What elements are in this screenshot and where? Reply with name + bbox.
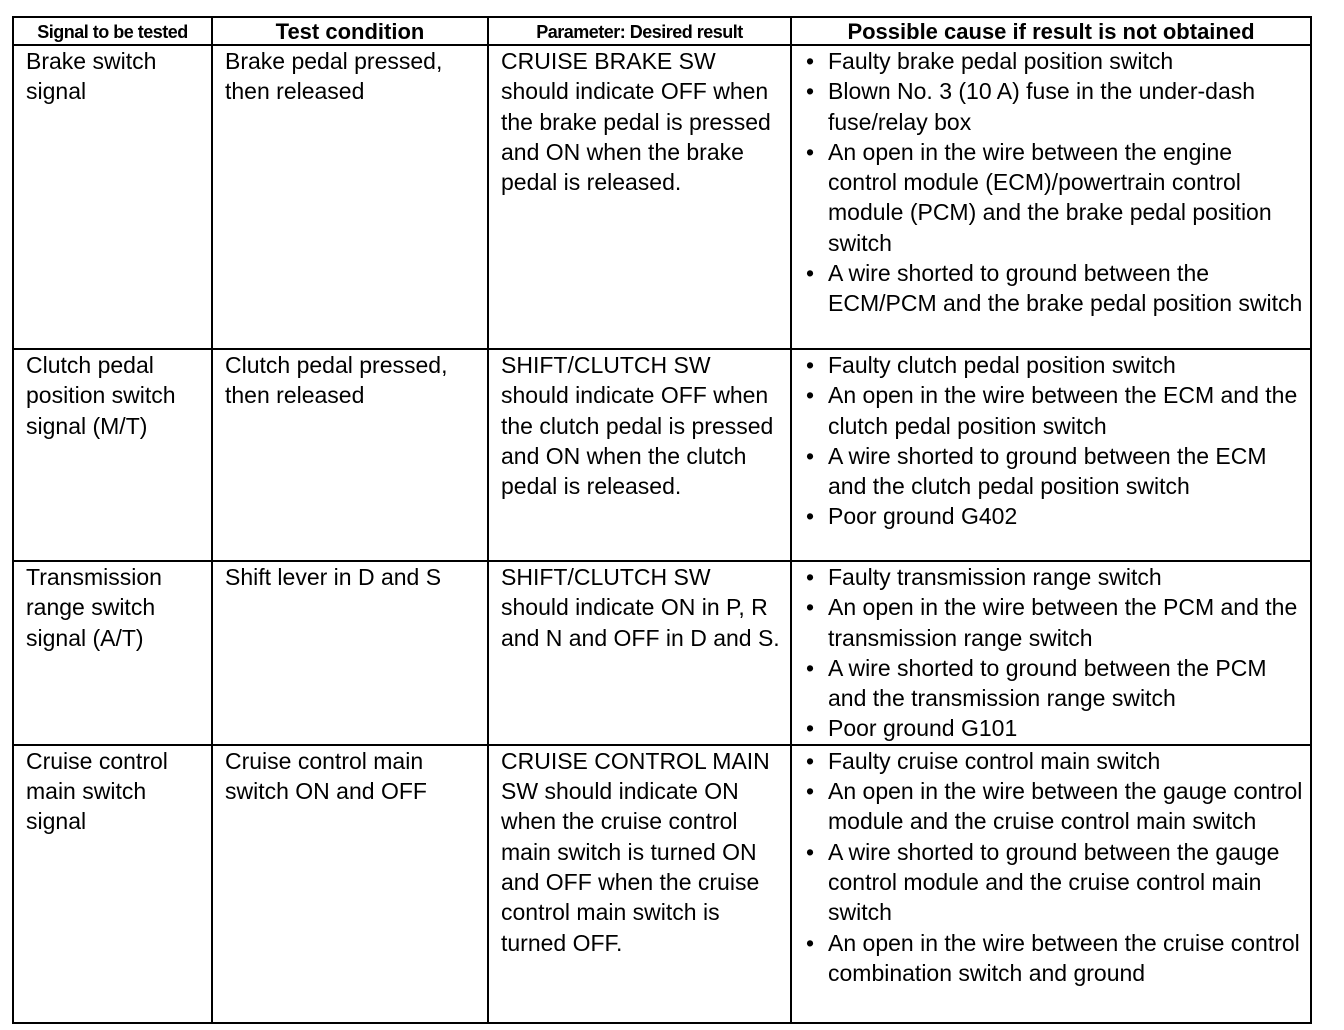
cause-list [804,746,1306,988]
cause-item: • Faulty clutch pedal position switch [804,350,1306,380]
signal-cell: Cruise control main switch signal [13,745,212,1023]
table-row-cruise-main [13,745,1311,1023]
cause-item: • An open in the wire between the engine control module (ECM)/powertrain control module (PCM) and the brake pedal position switch [804,137,1306,258]
header-result: Parameter: Desired result [488,17,791,45]
cause-item: • An open in the wire between the gauge control module and the cruise control main switch [804,776,1306,837]
causes-cell [791,45,1311,349]
result-cell: CRUISE CONTROL MAIN SW should indicate ON when the cruise control main switch is turned ON and OFF when the cruise control main switch is turned OFF. [488,745,791,1023]
cause-list [804,562,1306,744]
causes-cell [791,349,1311,561]
cause-item: • A wire shorted to ground between the ECM/PCM and the brake pedal position switch [804,258,1306,319]
signal-cell: Brake switch signal [13,45,212,349]
cause-item: • A wire shorted to ground between the gauge control module and the cruise control main switch [804,837,1306,928]
cause-item: • A wire shorted to ground between the PCM and the transmission range switch [804,653,1306,714]
causes-cell [791,561,1311,745]
result-cell: SHIFT/CLUTCH SW should indicate OFF when the clutch pedal is pressed and ON when the clutch pedal is released. [488,349,791,561]
table-row-brake [13,45,1311,349]
condition-cell: Shift lever in D and S [212,561,488,745]
cause-item: • An open in the wire between the ECM and the clutch pedal position switch [804,380,1306,441]
table-row-clutch [13,349,1311,561]
header-row [13,17,1311,45]
cause-item: • Faulty cruise control main switch [804,746,1306,776]
causes-cell [791,745,1311,1023]
cause-list [804,46,1306,319]
header-signal: Signal to be tested [13,17,212,45]
cause-item: • An open in the wire between the cruise control combination switch and ground [804,928,1306,989]
cause-item: • Faulty transmission range switch [804,562,1306,592]
header-condition: Test condition [212,17,488,45]
cause-item: • Faulty brake pedal position switch [804,46,1306,76]
cause-list [804,350,1306,532]
cause-item: • A wire shorted to ground between the ECM and the clutch pedal position switch [804,441,1306,502]
condition-cell: Cruise control main switch ON and OFF [212,745,488,1023]
cause-item: • Poor ground G101 [804,713,1306,743]
cause-item: • An open in the wire between the PCM and the transmission range switch [804,592,1306,653]
result-cell: SHIFT/CLUTCH SW should indicate ON in P, R and N and OFF in D and S. [488,561,791,745]
result-cell: CRUISE BRAKE SW should indicate OFF when the brake pedal is pressed and ON when the brake pedal is released. [488,45,791,349]
signal-cell: Transmission range switch signal (A/T) [13,561,212,745]
cause-item: • Blown No. 3 (10 A) fuse in the under-dash fuse/relay box [804,76,1306,137]
condition-cell: Clutch pedal pressed, then released [212,349,488,561]
condition-cell: Brake pedal pressed, then released [212,45,488,349]
header-causes: Possible cause if result is not obtained [791,17,1311,45]
signal-cell: Clutch pedal position switch signal (M/T) [13,349,212,561]
diagnostic-table [12,16,1312,1024]
table-row-transmission [13,561,1311,745]
cause-item: • Poor ground G402 [804,501,1306,531]
